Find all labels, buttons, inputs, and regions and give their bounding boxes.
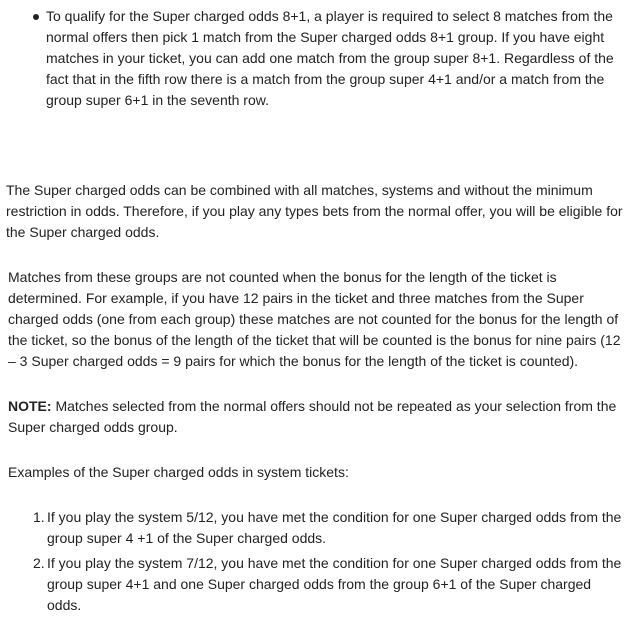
rules-bullet-list xyxy=(27,6,625,111)
examples-list xyxy=(27,507,627,620)
list-item xyxy=(27,553,627,616)
counting-paragraph: Matches from these groups are not counted when the bonus for the length of the ticket is determined. For example, if you have 12 pairs in the ticket and three matches from the Super charged odds (one from each group) these matches are not counted for the bonus for the length of the ticket, so the bonus of the length of the ticket that will be counted is the bonus for nine pairs (12 – 3 Super charged odds = 9 pairs for which the bonus for the length of the ticket is counted). xyxy=(8,269,621,369)
list-item xyxy=(27,507,627,549)
list-number: 1. xyxy=(33,509,45,525)
note-paragraph xyxy=(8,396,627,438)
example-text: If you play the system 7/12, you have met the condition for one Super charged odds from the group super 4+1 and one Super charged odds from the group 6+1 of the Super charged odds. xyxy=(47,555,622,613)
note-label: NOTE: xyxy=(8,398,52,414)
examples-intro: Examples of the Super charged odds in system tickets: xyxy=(8,464,349,480)
bullet-text: To qualify for the Super charged odds 8+1, a player is required to select 8 matches from the normal offers then pick 1 match from the Super charged odds 8+1 group. If you have eight matches in your ticket, you can add one match from the group super 8+1. Regardless of the fact that in the fifth row there is a match from the group super 4+1 and/or a match from the group super 6+1 in the seventh row. xyxy=(46,8,614,108)
list-number: 2. xyxy=(33,555,45,571)
example-text: If you play the system 5/12, you have met the condition for one Super charged odds from the group super 4 +1 of the Super charged odds. xyxy=(47,509,622,546)
bullet-dot-icon xyxy=(33,14,39,20)
combined-paragraph: The Super charged odds can be combined with all matches, systems and without the minimum restriction in odds. Therefore, if you play any types bets from the normal offer, you will be eligible for the Super charged odds. xyxy=(6,182,623,240)
list-item xyxy=(27,6,625,111)
note-text: Matches selected from the normal offers should not be repeated as your selection from the Super charged odds group. xyxy=(8,398,617,435)
